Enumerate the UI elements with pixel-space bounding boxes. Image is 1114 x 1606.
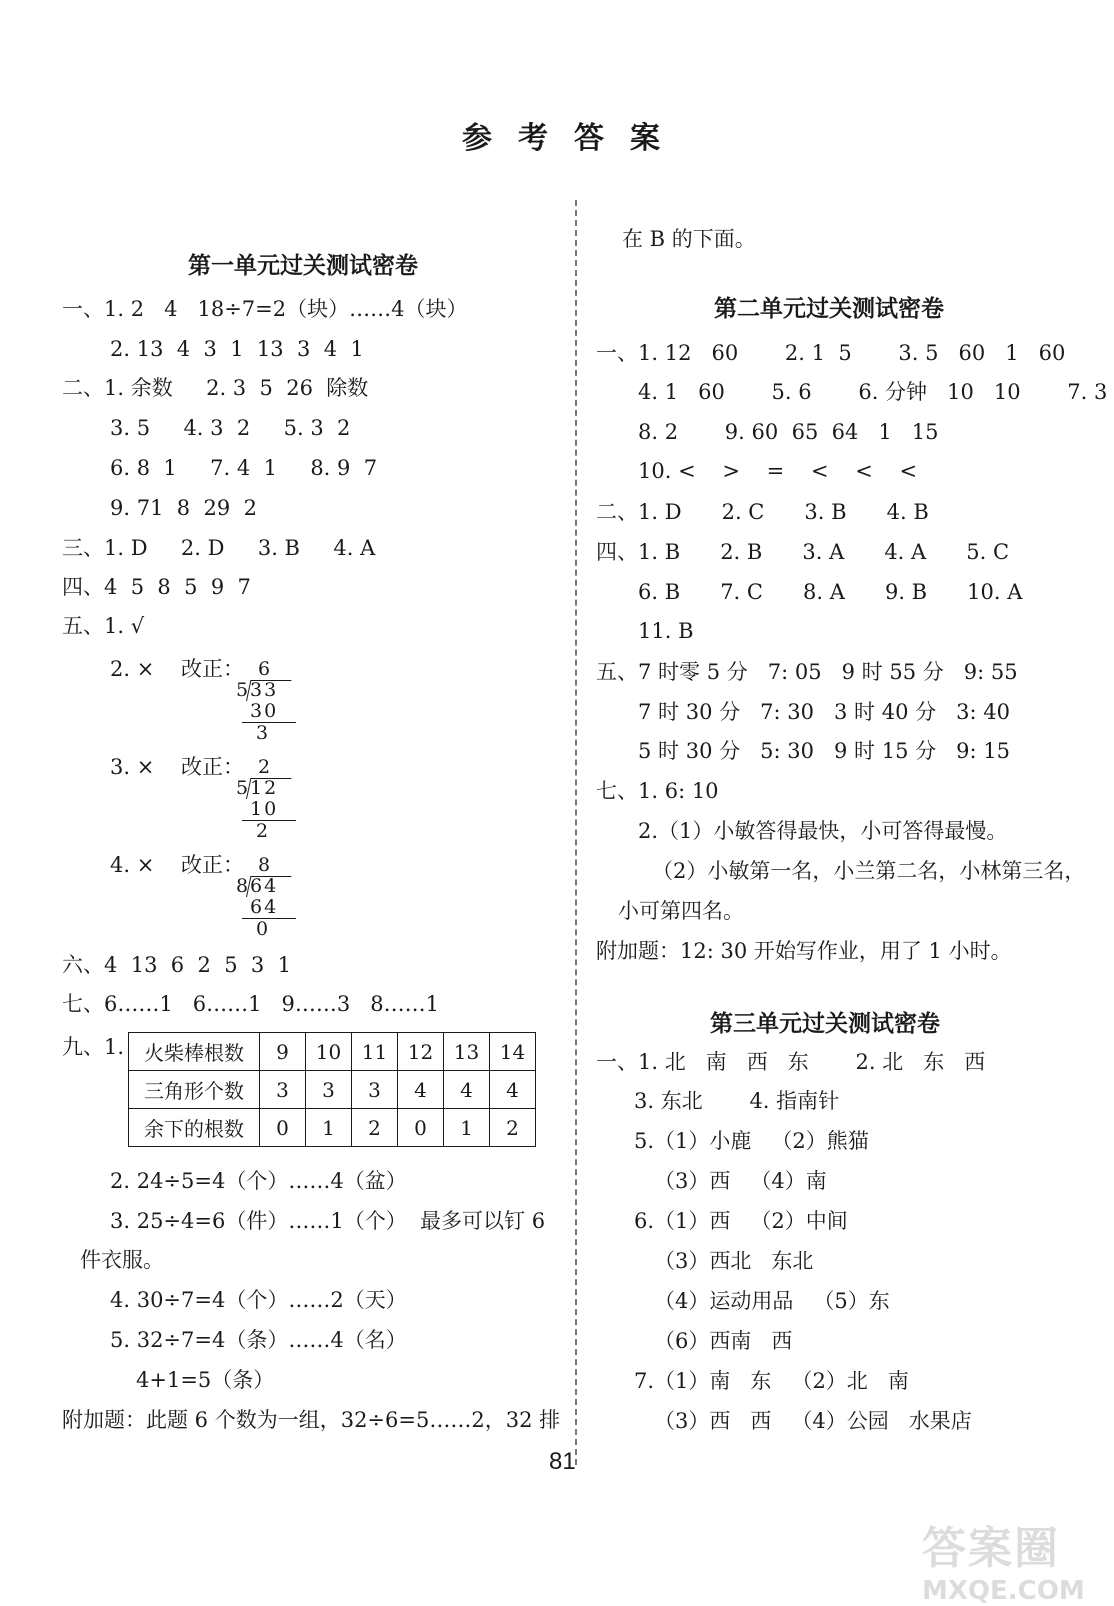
table-cell: 1 [444, 1109, 490, 1147]
answer-line: 七、6……1 6……1 9……3 8……1 [62, 992, 439, 1016]
dividend: 64 [250, 875, 279, 897]
answer-line: 二、1. D 2. C 3. B 4. B [596, 500, 929, 524]
answer-line: 附加题：12: 30 开始写作业，用了 1 小时。 [596, 939, 1012, 963]
watermark-logo [922, 1512, 1092, 1606]
answer-line: 6.（1）西 （2）中间 [634, 1209, 848, 1233]
divisor: 5 [236, 777, 249, 799]
page-title: 参考答案 [462, 121, 686, 156]
long-division-2 [214, 757, 294, 842]
answer-line: 七、1. 6: 10 [596, 779, 719, 803]
answer-line: 六、4 13 6 2 5 3 1 [62, 953, 291, 977]
answer-line: 10. < > = < < < [638, 459, 918, 483]
section-heading-unit-3: 第三单元过关测试密卷 [710, 1011, 940, 1037]
section-heading-unit-1: 第一单元过关测试密卷 [188, 253, 418, 279]
answer-line: 一、1. 北 南 西 东 2. 北 东 西 [596, 1050, 986, 1074]
answer-line: 4+1=5（条） [136, 1368, 275, 1392]
section-heading-unit-2: 第二单元过关测试密卷 [714, 296, 944, 322]
remainder: 3 [242, 722, 296, 744]
quotient: 6 [258, 658, 271, 680]
answer-line: 3. × 改正： [110, 755, 245, 779]
table-cell: 0 [398, 1109, 444, 1147]
divisor: 8 [236, 875, 249, 897]
answer-line: 6. B 7. C 8. A 9. B 10. A [638, 580, 1023, 604]
answer-line: 2. 24÷5=4（个）……4（盆） [110, 1169, 407, 1193]
table-cell: 3 [306, 1071, 352, 1109]
answer-line: （4）运动用品 （5）东 [654, 1289, 890, 1313]
answer-line: （3）西 西 （4）公园 水果店 [654, 1409, 972, 1433]
table-cell: 3 [260, 1071, 306, 1109]
answer-line: 2. 13 4 3 1 13 3 4 1 [110, 337, 364, 361]
remainder: 2 [242, 820, 296, 842]
table-cell: 10 [306, 1033, 352, 1071]
matchstick-table [128, 1032, 536, 1147]
table-cell: 1 [306, 1109, 352, 1147]
answer-line: 5. 32÷7=4（条）……4（名） [110, 1328, 407, 1352]
table-cell: 9 [260, 1033, 306, 1071]
answer-line: 附加题：此题 6 个数为一组，32÷6=5……2，32 排 [62, 1408, 561, 1432]
table-cell: 11 [352, 1033, 398, 1071]
continuation-line: 在 B 的下面。 [622, 227, 756, 251]
dividend: 12 [250, 777, 279, 799]
answer-line: 一、1. 12 60 2. 1 5 3. 5 60 1 60 [596, 341, 1066, 365]
table-cell: 余下的根数 [129, 1109, 260, 1147]
answer-line: 5.（1）小鹿 （2）熊猫 [634, 1129, 869, 1153]
answer-line: 3. 东北 4. 指南针 [634, 1089, 840, 1113]
answer-line: 一、1. 2 4 18÷7=2（块）……4（块） [62, 297, 468, 321]
answer-line: 2.（1）小敏答得最快，小可答得最慢。 [638, 819, 1008, 843]
answer-line: 3. 5 4. 3 2 5. 3 2 [110, 416, 351, 440]
table-row [129, 1109, 536, 1147]
answer-line: （3）西北 东北 [654, 1249, 814, 1273]
answer-line: 三、1. D 2. D 3. B 4. A [62, 536, 376, 560]
answer-line: 7.（1）南 东 （2）北 南 [634, 1369, 909, 1393]
answer-line: 九、1. [62, 1035, 125, 1059]
page-number: 81 [549, 1448, 576, 1475]
table-cell: 13 [444, 1033, 490, 1071]
column-divider [575, 200, 577, 1465]
answer-line: 11. B [638, 619, 694, 643]
watermark-text-top: 答案圈 [922, 1523, 1060, 1574]
remainder: 0 [242, 918, 296, 940]
answer-line: 2. × 改正： [110, 657, 245, 681]
table-cell: 4 [490, 1071, 536, 1109]
answer-line: 小可第四名。 [618, 899, 744, 923]
long-division-1 [214, 659, 294, 744]
answer-line: 6. 8 1 7. 4 1 8. 9 7 [110, 456, 378, 480]
answer-line: （3）西 （4）南 [654, 1169, 827, 1193]
table-cell: 14 [490, 1033, 536, 1071]
table-cell: 三角形个数 [129, 1071, 260, 1109]
table-cell: 3 [352, 1071, 398, 1109]
quotient: 2 [258, 756, 271, 778]
product: 10 [250, 798, 279, 820]
table-cell: 0 [260, 1109, 306, 1147]
dividend: 33 [250, 679, 279, 701]
table-row [129, 1071, 536, 1109]
answer-line: 五、7 时零 5 分 7: 05 9 时 55 分 9: 55 [596, 660, 1018, 684]
answer-line: （6）西南 西 [654, 1329, 793, 1353]
table-cell: 12 [398, 1033, 444, 1071]
table-row [129, 1033, 536, 1071]
quotient: 8 [258, 854, 271, 876]
answer-line: 五、1. √ [62, 614, 145, 638]
answer-line: 3. 25÷4=6（件）……1（个） 最多可以钉 6 [110, 1209, 546, 1233]
answer-line: 9. 71 8 29 2 [110, 496, 257, 520]
table-cell: 2 [352, 1109, 398, 1147]
answer-line: 7 时 30 分 7: 30 3 时 40 分 3: 40 [638, 700, 1010, 724]
answer-line: 4. × 改正： [110, 853, 245, 877]
answer-line: 8. 2 9. 60 65 64 1 15 [638, 420, 939, 444]
watermark-text-bottom: MXQE.COM [922, 1576, 1085, 1606]
table-cell: 2 [490, 1109, 536, 1147]
answer-line: 4. 30÷7=4（个）……2（天） [110, 1288, 407, 1312]
answer-line: 二、1. 余数 2. 3 5 26 除数 [62, 376, 369, 400]
answer-line: （2）小敏第一名，小兰第二名，小林第三名， [652, 859, 1086, 883]
answer-line: 件衣服。 [80, 1248, 164, 1272]
product: 64 [250, 896, 279, 918]
table-cell: 4 [398, 1071, 444, 1109]
answer-line: 4. 1 60 5. 6 6. 分钟 10 10 7. 3 [638, 380, 1108, 404]
table-cell: 4 [444, 1071, 490, 1109]
divisor: 5 [236, 679, 249, 701]
table-cell: 火柴棒根数 [129, 1033, 260, 1071]
answer-line: 5 时 30 分 5: 30 9 时 15 分 9: 15 [638, 739, 1010, 763]
long-division-3 [214, 855, 294, 940]
product: 30 [250, 700, 279, 722]
answer-line: 四、4 5 8 5 9 7 [62, 575, 251, 599]
answer-line: 四、1. B 2. B 3. A 4. A 5. C [596, 540, 1010, 564]
